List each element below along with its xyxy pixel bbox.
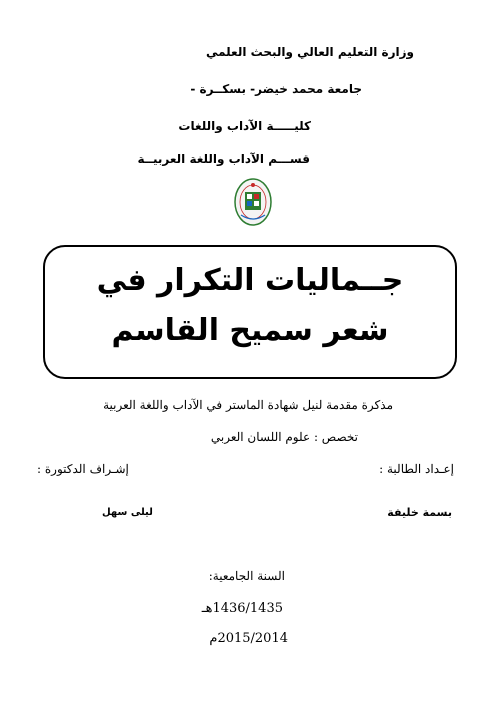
memo-description: مذكرة مقدمة لنيل شهادة الماستر في الآداب واللغة العربية (103, 398, 393, 412)
ministry-title: وزارة التعليم العالي والبحث العلمي (205, 45, 414, 59)
department-name: قســـم الآداب واللغة العربيــة (137, 152, 310, 166)
academic-year-hijri: 1436/1435هـ (201, 601, 283, 616)
university-name: جامعة محمد خيضر- بسكــرة - (190, 82, 362, 96)
title-frame (43, 245, 457, 379)
thesis-title-line-2: شعر سميح القاسم (111, 313, 389, 348)
university-seal-logo-icon (233, 177, 273, 227)
academic-year-gregorian: 2015/2014م (209, 631, 288, 646)
specialization: تخصص : علوم اللسان العربي (210, 430, 358, 444)
student-name: بسمة خليفة (387, 506, 452, 519)
academic-year-label: السنة الجامعية: (208, 569, 285, 583)
supervised-by-label: إشـراف الدكتورة : (37, 462, 129, 476)
prepared-by-label: إعـداد الطالبة : (379, 462, 454, 476)
faculty-name: كليـــــة الآداب واللغات (178, 119, 311, 133)
supervisor-name: ليلى سهل (102, 507, 153, 518)
thesis-title-line-1: جــماليات التكرار في (96, 263, 404, 298)
